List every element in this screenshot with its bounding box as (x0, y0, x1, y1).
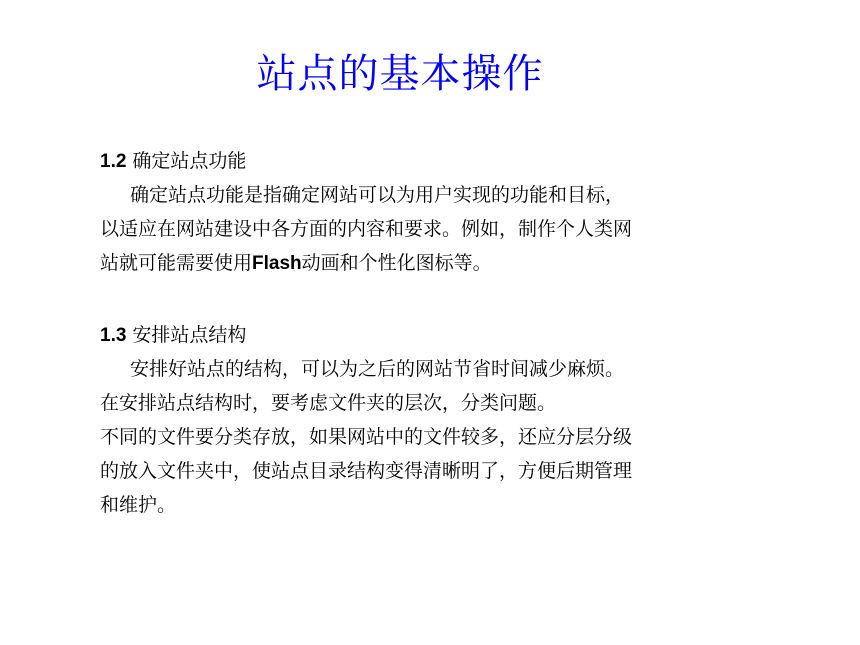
paragraph-line: 安排好站点的结构，可以为之后的网站节省时间减少麻烦。 (130, 358, 625, 380)
paragraph-line: 不同的文件要分类存放，如果网站中的文件较多，还应分层分级 (100, 426, 633, 448)
section-heading (100, 318, 740, 352)
paragraph-line: 在安排站点结构时，要考虑文件夹的层次，分类问题。 (100, 392, 557, 414)
section-heading (100, 144, 740, 178)
slide-content (100, 144, 740, 522)
section-number: 1.3 (100, 325, 127, 346)
paragraph-line: 的放入文件夹中，使站点目录结构变得清晰明了，方便后期管理 (100, 460, 633, 482)
slide-title: 站点的基本操作 (256, 51, 544, 97)
paragraph-line (100, 246, 740, 280)
paragraph (100, 178, 740, 280)
paragraph-line: 确定站点功能是指确定网站可以为用户实现的功能和目标， (130, 184, 625, 206)
section-number: 1.2 (100, 151, 127, 172)
paragraph-line: 以适应在网站建设中各方面的内容和要求。例如，制作个人类网 (100, 218, 633, 240)
paragraph-line: 和维护。 (100, 494, 177, 516)
paragraph-text: 站就可能需要使用 (100, 252, 253, 274)
section-heading-text: 确定站点功能 (132, 150, 247, 172)
paragraph (100, 352, 740, 522)
section-heading-text: 安排站点结构 (132, 324, 247, 346)
section-site-function (100, 144, 740, 280)
paragraph-text-flash: Flash (252, 253, 302, 274)
section-site-structure (100, 318, 740, 522)
section-spacer (100, 280, 740, 318)
paragraph-text: 动画和个性化图标等。 (301, 252, 492, 274)
